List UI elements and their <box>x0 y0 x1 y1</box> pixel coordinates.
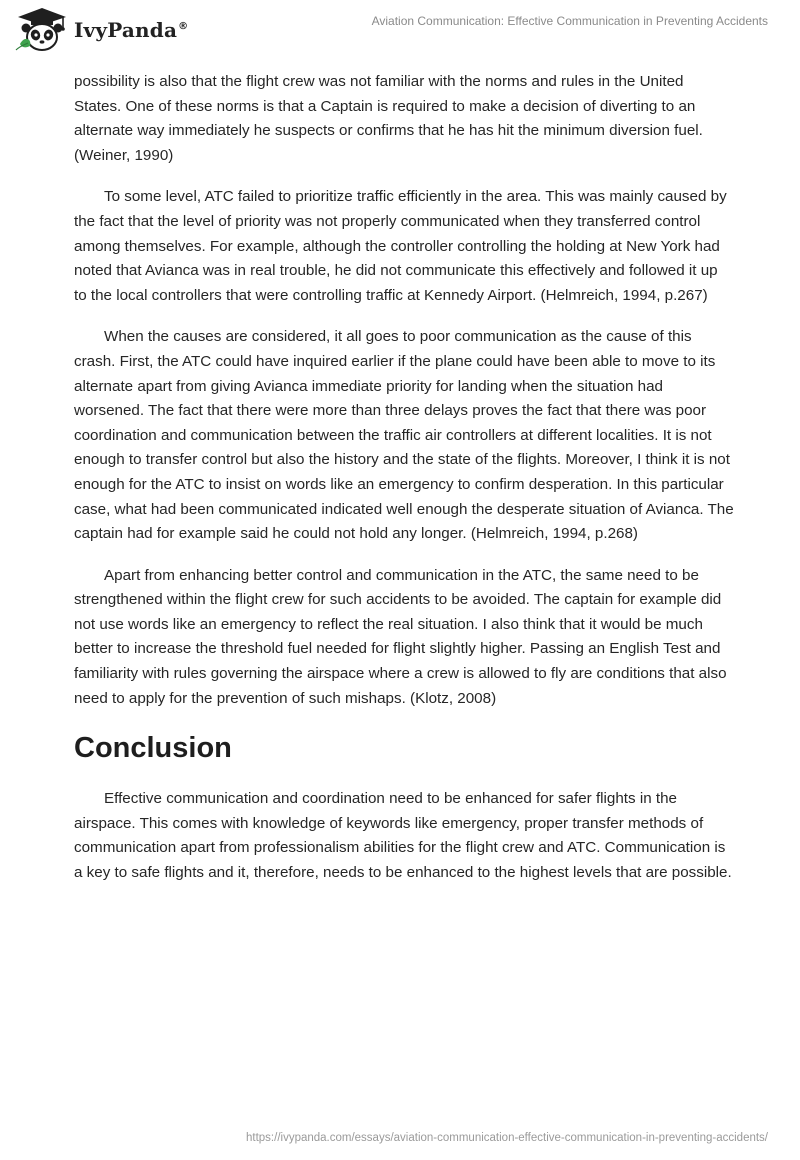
panda-graduate-icon <box>14 6 70 52</box>
conclusion-paragraph: Effective communication and coordination need to be enhanced for safer flights in the airspace. This comes with knowledge of keywords like emergency, proper transfer methods of communication apart from professionalism abilities for the flight crew and ATC. Communication is a key to safe flights and it, therefore, needs to be enhanced to the highest levels that are possible. <box>74 790 732 882</box>
body-paragraph-3: When the causes are considered, it all goes to poor communication as the cause of this crash. First, the ATC could have inquired earlier if the plane could have been able to move to its alternate apart from giving Avianca immediate priority for landing when the situation had worsened. The fact that there were more than three delays proves the fact that there was poor coordination and communication between the traffic air controllers at different localities. It is not enough to transfer control but also the history and the state of the flights. Moreover, I think it is not enough for the ATC to insist on words like an emergency to confirm desperation. In this particular case, what had been communicated indicated well enough the desperate situation of Avianca. The captain had for example said he could not hold any longer. (Helmreich, 1994, p.268) <box>74 328 734 543</box>
brand-logo[interactable] <box>14 6 188 52</box>
source-url[interactable]: https://ivypanda.com/essays/aviation-communication-effective-communication-in-preventing-accidents/ <box>246 1132 768 1144</box>
body-paragraph-1: possibility is also that the flight crew was not familiar with the norms and rules in the United States. One of these norms is that a Captain is required to make a decision of diverting to an alternate way immediately he suspects or confirms that he has hit the minimum diversion fuel. (Weiner, 1990) <box>74 73 703 164</box>
brand-name: IvyPanda® <box>74 18 189 42</box>
body-paragraph-4: Apart from enhancing better control and communication in the ATC, the same need to be strengthened within the flight crew for such accidents to be avoided. The captain for example did not use words like an emergency to reflect the real situation. I also think that it would be much better to increase the threshold fuel needed for flight slightly higher. Passing an English Test and familiarity with rules governing the airspace where a crew is allowed to fly are conditions that also need to apply for the prevention of such mishaps. (Klotz, 2008) <box>74 566 727 707</box>
page-header <box>0 0 800 60</box>
registered-mark: ® <box>178 21 189 33</box>
essay-body <box>74 70 734 903</box>
document-title: Aviation Communication: Effective Communication in Preventing Accidents <box>371 14 768 28</box>
body-paragraph-2: To some level, ATC failed to prioritize traffic efficiently in the area. This was mainly caused by the fact that the level of priority was not properly communicated when they transferred control among themselves. For example, although the controller controlling the holding at New York had noted that Avianca was in real trouble, he did not communicate this effectively and followed it up to the local controllers that were controlling traffic at Kennedy Airport. (Helmreich, 1994, p.267) <box>74 188 727 304</box>
conclusion-heading: Conclusion <box>74 732 232 765</box>
